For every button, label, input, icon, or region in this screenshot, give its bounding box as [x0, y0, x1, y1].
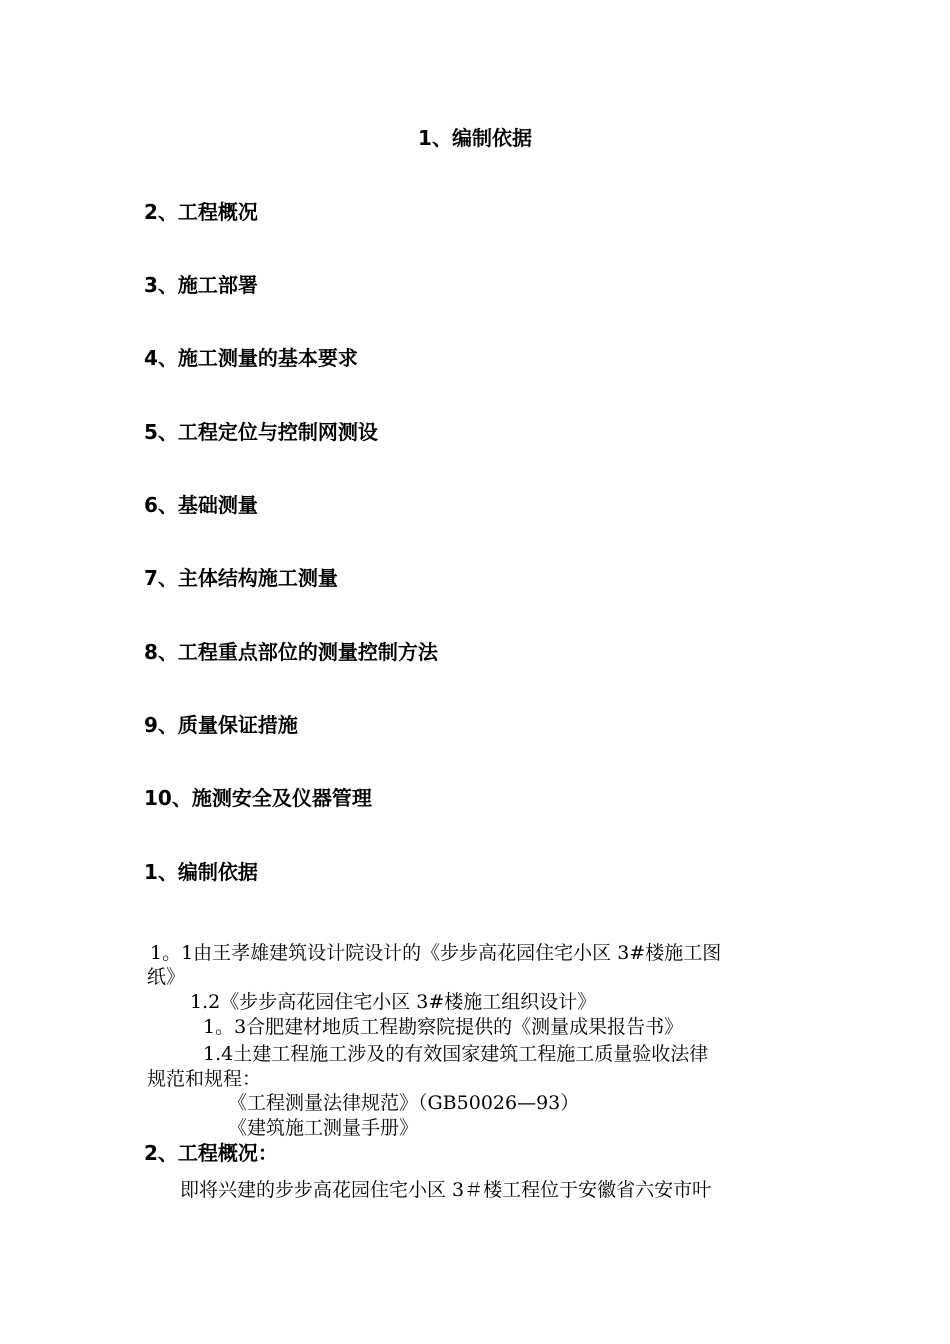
toc-item-9: 9、质量保证措施 — [144, 713, 298, 737]
toc-item-10: 10、施测安全及仪器管理 — [144, 786, 372, 810]
toc-item-6: 6、基础测量 — [144, 493, 258, 517]
body-line: 《建筑施工测量手册》 — [228, 1117, 419, 1139]
body-line: 纸》 — [147, 966, 186, 988]
body-line: 即将兴建的步步高花园住宅小区 3＃楼工程位于安徽省六安市叶 — [180, 1179, 712, 1201]
body-line: 1.2《步步高花园住宅小区 3#楼施工组织设计》 — [190, 991, 597, 1013]
body-line: 1。1由王孝雄建筑设计院设计的《步步高花园住宅小区 3#楼施工图 — [150, 942, 722, 964]
body-line: 规范和规程： — [147, 1068, 262, 1090]
toc-item-8: 8、工程重点部位的测量控制方法 — [144, 640, 438, 664]
body-line: 1.4土建工程施工涉及的有效国家建筑工程施工质量验收法律 — [203, 1043, 709, 1065]
toc-item-4: 4、施工测量的基本要求 — [144, 346, 358, 370]
toc-item-3: 3、施工部署 — [144, 273, 258, 297]
toc-item-2: 2、工程概况 — [144, 200, 258, 224]
section-2-heading: 2、工程概况： — [144, 1141, 278, 1165]
toc-title: 1、编制依据 — [418, 126, 532, 150]
body-line: 1。3合肥建材地质工程勘察院提供的《测量成果报告书》 — [203, 1016, 684, 1038]
toc-item-7: 7、主体结构施工测量 — [144, 566, 338, 590]
section-1-heading: 1、编制依据 — [144, 860, 258, 884]
body-line: 《工程测量法律规范》（GB50026—93） — [228, 1092, 580, 1114]
toc-item-5: 5、工程定位与控制网测设 — [144, 420, 378, 444]
